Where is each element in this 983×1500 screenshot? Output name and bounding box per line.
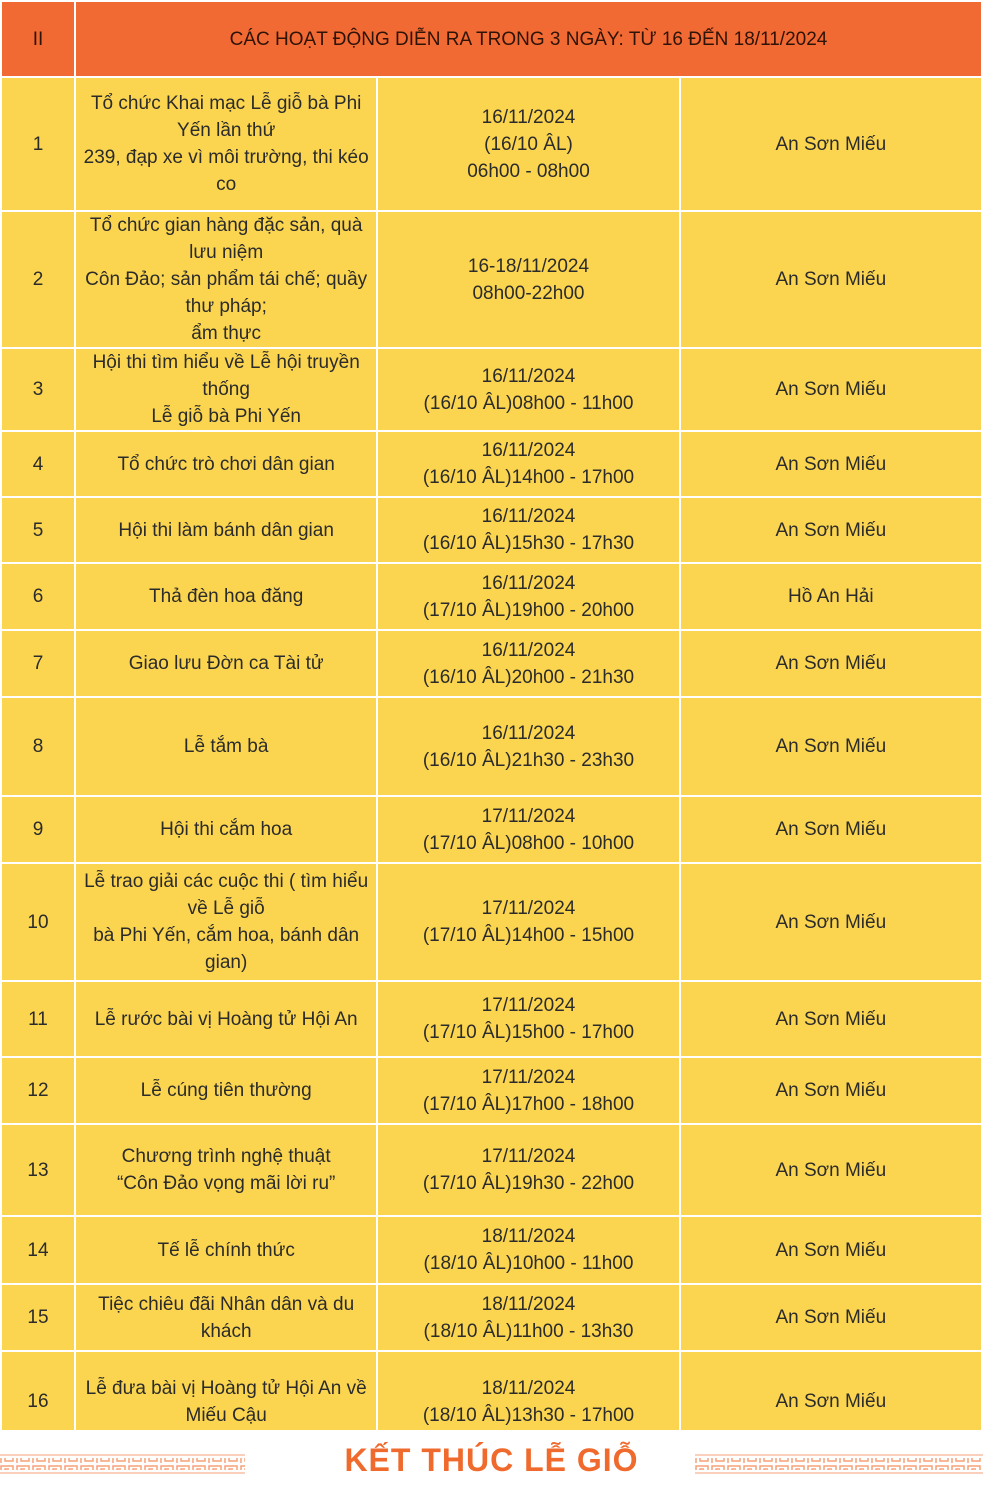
location-cell: An Sơn Miếu (680, 77, 982, 211)
table-row (1, 1284, 982, 1351)
activity-line: bà Phi Yến, cắm hoa, bánh dân gian) (93, 925, 360, 973)
time-cell (377, 497, 679, 563)
time-line: 17/11/2024 (481, 1066, 576, 1088)
location-cell: An Sơn Miếu (680, 863, 982, 981)
activity-line: Giao lưu Đờn ca Tài tử (128, 653, 324, 674)
time-line: 17/11/2024 (481, 898, 576, 919)
time-line: (17/10 ÂL)17h00 - 18h00 (422, 1093, 635, 1115)
row-number: 11 (1, 981, 75, 1057)
time-line: (16/10 ÂL)21h30 - 23h30 (422, 749, 635, 771)
table-row (1, 1216, 982, 1284)
time-cell (377, 863, 679, 981)
activity-cell (75, 1057, 377, 1124)
activity-line: Miếu Cậu (185, 1404, 267, 1426)
activity-cell (75, 211, 377, 348)
location-cell: An Sơn Miếu (680, 211, 982, 348)
time-line: 18/11/2024 (481, 1226, 576, 1247)
row-number: 6 (1, 563, 75, 630)
activity-line: “Côn Đảo vọng mãi lời ru” (116, 1173, 336, 1194)
meander-pattern-right (695, 1452, 983, 1476)
time-cell (377, 1057, 679, 1124)
section-number: II (1, 1, 75, 77)
activity-line: Tổ chức gian hàng đặc sản, quà lưu niệm (89, 215, 363, 263)
location-cell: An Sơn Miếu (680, 796, 982, 863)
time-line: (18/10 ÂL)10h00 - 11h00 (423, 1253, 634, 1274)
location-cell: Hồ An Hải (680, 563, 982, 630)
activity-line: Tiệc chiêu đãi Nhân dân và du khách (98, 1293, 355, 1342)
row-number: 12 (1, 1057, 75, 1124)
time-line: (17/10 ÂL)15h00 - 17h00 (422, 1022, 635, 1043)
table-row (1, 1057, 982, 1124)
activity-line: Lễ giỗ bà Phi Yến (151, 406, 301, 427)
location-cell: An Sơn Miếu (680, 1057, 982, 1124)
activity-cell (75, 981, 377, 1057)
location-cell: An Sơn Miếu (680, 431, 982, 497)
row-number: 16 (1, 1351, 75, 1452)
time-line: 18/11/2024 (481, 1377, 576, 1399)
time-line: 17/11/2024 (481, 805, 576, 827)
time-cell (377, 981, 679, 1057)
row-number: 5 (1, 497, 75, 563)
time-line: 18/11/2024 (481, 1293, 576, 1315)
location-cell: An Sơn Miếu (680, 630, 982, 697)
location-cell: An Sơn Miếu (680, 348, 982, 431)
location-cell: An Sơn Miếu (680, 981, 982, 1057)
row-number: 2 (1, 211, 75, 348)
location-cell: An Sơn Miếu (680, 1216, 982, 1284)
time-line: (16/10 ÂL) (484, 133, 573, 155)
time-line: 08h00-22h00 (472, 282, 585, 304)
time-cell (377, 1124, 679, 1216)
table-row (1, 1124, 982, 1216)
activity-cell (75, 630, 377, 697)
time-cell (377, 1216, 679, 1284)
location-cell: An Sơn Miếu (680, 1124, 982, 1216)
location-cell: An Sơn Miếu (680, 497, 982, 563)
section-title: CÁC HOẠT ĐỘNG DIỄN RA TRONG 3 NGÀY: TỪ 16 ĐẾN 18/11/2024 (75, 1, 982, 77)
activity-line: Lễ cúng tiên thường (140, 1080, 312, 1101)
table-header-row (1, 1, 982, 77)
time-cell (377, 796, 679, 863)
activity-line: Tổ chức Khai mạc Lễ giỗ bà Phi Yến lần thứ (90, 93, 362, 141)
time-cell (377, 431, 679, 497)
location-cell: An Sơn Miếu (680, 1284, 982, 1351)
time-line: 16/11/2024 (481, 106, 576, 128)
activity-cell (75, 431, 377, 497)
time-line: 16/11/2024 (481, 365, 576, 387)
time-line: (17/10 ÂL)19h30 - 22h00 (422, 1173, 635, 1194)
footer-banner (0, 1430, 983, 1500)
row-number: 1 (1, 77, 75, 211)
activity-cell (75, 863, 377, 981)
time-cell (377, 630, 679, 697)
activity-cell (75, 563, 377, 630)
table-row (1, 211, 982, 348)
row-number: 13 (1, 1124, 75, 1216)
time-line: 16/11/2024 (481, 506, 576, 527)
time-line: 17/11/2024 (481, 995, 576, 1016)
table-row (1, 77, 982, 211)
row-number: 4 (1, 431, 75, 497)
activity-cell (75, 497, 377, 563)
activity-cell (75, 796, 377, 863)
time-line: 17/11/2024 (481, 1146, 576, 1167)
activity-line: Hội thi làm bánh dân gian (118, 519, 334, 541)
time-cell (377, 697, 679, 796)
time-line: (16/10 ÂL)15h30 - 17h30 (422, 533, 635, 554)
row-number: 3 (1, 348, 75, 431)
activity-line: Chương trình nghệ thuật (121, 1146, 331, 1167)
time-line: (16/10 ÂL)08h00 - 11h00 (423, 392, 634, 414)
table-row (1, 981, 982, 1057)
activity-cell (75, 1216, 377, 1284)
time-cell (377, 1284, 679, 1351)
table-row (1, 796, 982, 863)
activity-cell (75, 1284, 377, 1351)
table-row (1, 431, 982, 497)
time-line: 16-18/11/2024 (467, 255, 590, 277)
time-line: (17/10 ÂL)19h00 - 20h00 (422, 599, 635, 621)
activity-line: Côn Đảo; sản phẩm tái chế; quầy thư pháp; (85, 269, 368, 317)
table-row (1, 630, 982, 697)
row-number: 9 (1, 796, 75, 863)
time-line: 16/11/2024 (481, 722, 576, 744)
table-row (1, 348, 982, 431)
time-line: (18/10 ÂL)11h00 - 13h30 (423, 1320, 634, 1342)
activity-cell (75, 348, 377, 431)
closing-title: KẾT THÚC LỄ GIỖ (344, 1442, 639, 1478)
activity-line: Lễ đưa bài vị Hoàng tử Hội An về (85, 1377, 367, 1399)
activity-line: Tế lễ chính thức (157, 1239, 295, 1261)
row-number: 14 (1, 1216, 75, 1284)
activity-line: Thả đèn hoa đăng (149, 586, 304, 607)
time-line: 16/11/2024 (481, 639, 576, 661)
activity-line: 239, đạp xe vì môi trường, thi kéo co (83, 147, 369, 195)
time-cell (377, 563, 679, 630)
time-line: (16/10 ÂL)20h00 - 21h30 (422, 666, 635, 688)
table-row (1, 497, 982, 563)
activity-line: Lễ tắm bà (183, 736, 269, 757)
time-line: (18/10 ÂL)13h30 - 17h00 (422, 1404, 635, 1426)
location-cell: An Sơn Miếu (680, 697, 982, 796)
time-line: (17/10 ÂL)14h00 - 15h00 (422, 925, 635, 946)
row-number: 7 (1, 630, 75, 697)
time-line: 06h00 - 08h00 (467, 160, 590, 182)
activity-cell (75, 1124, 377, 1216)
row-number: 10 (1, 863, 75, 981)
location-cell: An Sơn Miếu (680, 1351, 982, 1452)
table-row (1, 863, 982, 981)
activity-line: Hội thi cắm hoa (160, 819, 293, 840)
time-line: 16/11/2024 (481, 572, 576, 594)
table-row (1, 563, 982, 630)
schedule-body (1, 1, 982, 1452)
activity-line: Lễ rước bài vị Hoàng tử Hội An (94, 1008, 358, 1030)
time-cell (377, 77, 679, 211)
time-line: (16/10 ÂL)14h00 - 17h00 (422, 467, 635, 488)
activity-line: Hội thi tìm hiểu về Lễ hội truyền thống (92, 352, 360, 400)
table-row (1, 697, 982, 796)
activity-line: Lễ trao giải các cuộc thi ( tìm hiểu về Lễ giỗ (84, 871, 369, 919)
time-line: 16/11/2024 (481, 440, 576, 461)
activity-cell (75, 697, 377, 796)
activity-line: Tổ chức trò chơi dân gian (117, 453, 335, 475)
activity-cell (75, 77, 377, 211)
row-number: 8 (1, 697, 75, 796)
row-number: 15 (1, 1284, 75, 1351)
time-cell (377, 348, 679, 431)
activity-line: ẩm thực (191, 323, 262, 344)
time-line: (17/10 ÂL)08h00 - 10h00 (422, 832, 635, 854)
time-cell (377, 211, 679, 348)
